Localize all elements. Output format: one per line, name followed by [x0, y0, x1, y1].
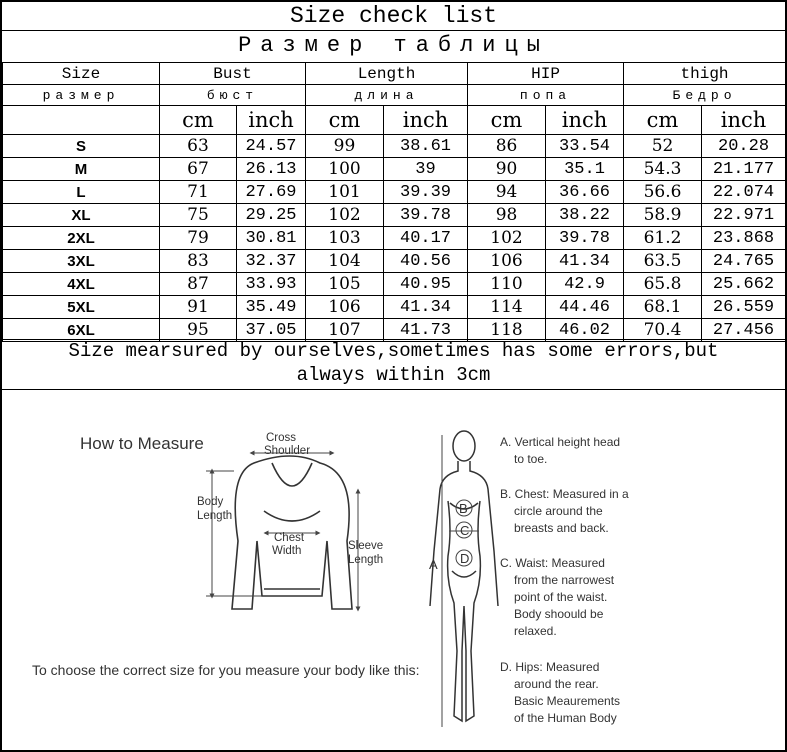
note-line-1: Size mearsured by ourselves,sometimes has some errors,but [68, 340, 719, 362]
value-cell: 35.1 [546, 158, 624, 181]
unit-cell: inch [384, 106, 468, 135]
unit-cell: cm [160, 106, 237, 135]
value-cell: 38.61 [384, 135, 468, 158]
size-rows [3, 135, 786, 342]
length-column-header: Length [306, 63, 468, 85]
value-cell: 106 [468, 250, 546, 273]
value-cell: 35.49 [237, 296, 306, 319]
value-cell: 58.9 [624, 204, 702, 227]
length-column-header-ru: длина [306, 85, 468, 106]
thigh-column-header-ru: Бедро [624, 85, 786, 106]
point-b-2: circle around the [514, 504, 603, 518]
value-cell: 29.25 [237, 204, 306, 227]
value-cell: 37.05 [237, 319, 306, 342]
hip-column-header: HIP [468, 63, 624, 85]
value-cell: 41.34 [384, 296, 468, 319]
size-table [2, 62, 786, 342]
value-cell: 26.13 [237, 158, 306, 181]
value-cell: 91 [160, 296, 237, 319]
unit-cell: inch [237, 106, 306, 135]
unit-cell: inch [546, 106, 624, 135]
value-cell: 32.37 [237, 250, 306, 273]
value-cell: 65.8 [624, 273, 702, 296]
value-cell: 101 [306, 181, 384, 204]
point-a-2: to toe. [514, 452, 548, 466]
value-cell: 90 [468, 158, 546, 181]
value-cell: 33.93 [237, 273, 306, 296]
value-cell: 98 [468, 204, 546, 227]
value-cell: 40.17 [384, 227, 468, 250]
table-row [3, 250, 786, 273]
sleeve-length-label-2: Length [348, 554, 384, 566]
size-column-header-ru: размер [3, 85, 160, 106]
table-row [3, 158, 786, 181]
unit-cell: cm [468, 106, 546, 135]
value-cell: 39 [384, 158, 468, 181]
value-cell: 39.39 [384, 181, 468, 204]
value-cell: 26.559 [702, 296, 786, 319]
how-to-measure-diagram [2, 391, 785, 750]
value-cell: 21.177 [702, 158, 786, 181]
size-cell: 4XL [3, 273, 160, 296]
chart-title: Size check list [289, 3, 498, 29]
value-cell: 40.95 [384, 273, 468, 296]
value-cell: 23.868 [702, 227, 786, 250]
unit-cell: cm [306, 106, 384, 135]
value-cell: 104 [306, 250, 384, 273]
body-figure-illustration [430, 431, 498, 721]
value-cell: 36.66 [546, 181, 624, 204]
value-cell: 114 [468, 296, 546, 319]
value-cell: 71 [160, 181, 237, 204]
point-c-3: point of the waist. [514, 590, 608, 604]
value-cell: 75 [160, 204, 237, 227]
size-cell: M [3, 158, 160, 181]
value-cell: 24.765 [702, 250, 786, 273]
note-line-2: always within 3cm [296, 364, 491, 386]
value-cell: 107 [306, 319, 384, 342]
value-cell: 99 [306, 135, 384, 158]
table-row [3, 135, 786, 158]
guide-heading: How to Measure [80, 434, 204, 453]
bust-column-header-ru: бюст [160, 85, 306, 106]
size-cell: 5XL [3, 296, 160, 319]
measurement-note [2, 339, 785, 389]
measure-points [500, 435, 629, 725]
value-cell: 25.662 [702, 273, 786, 296]
value-cell: 70.4 [624, 319, 702, 342]
bust-column-header: Bust [160, 63, 306, 85]
size-cell: L [3, 181, 160, 204]
point-b-3: breasts and back. [514, 521, 609, 535]
value-cell: 86 [468, 135, 546, 158]
value-cell: 61.2 [624, 227, 702, 250]
cross-shoulder-label-2: Shoulder [264, 445, 311, 457]
value-cell: 27.456 [702, 319, 786, 342]
point-d-3: Basic Meaurements [514, 694, 621, 708]
thigh-column-header: thigh [624, 63, 786, 85]
letter-c: C [460, 523, 470, 538]
unit-cell-blank [3, 106, 160, 135]
value-cell: 79 [160, 227, 237, 250]
sleeve-length-label-1: Sleeve [348, 540, 384, 552]
value-cell: 102 [306, 204, 384, 227]
value-cell: 22.971 [702, 204, 786, 227]
value-cell: 39.78 [546, 227, 624, 250]
value-cell: 63.5 [624, 250, 702, 273]
value-cell: 22.074 [702, 181, 786, 204]
unit-cell: inch [702, 106, 786, 135]
value-cell: 42.9 [546, 273, 624, 296]
value-cell: 54.3 [624, 158, 702, 181]
table-row [3, 273, 786, 296]
value-cell: 63 [160, 135, 237, 158]
value-cell: 33.54 [546, 135, 624, 158]
cross-shoulder-label-1: Cross [266, 432, 297, 444]
point-c-5: relaxed. [514, 624, 557, 638]
value-cell: 44.46 [546, 296, 624, 319]
size-cell: XL [3, 204, 160, 227]
point-d-1: D. Hips: Measured [500, 660, 600, 674]
value-cell: 106 [306, 296, 384, 319]
letter-b: B [459, 501, 468, 516]
size-cell: 3XL [3, 250, 160, 273]
value-cell: 30.81 [237, 227, 306, 250]
size-column-header: Size [3, 63, 160, 85]
measure-instruction: To choose the correct size for you measure your body like this: [32, 662, 420, 678]
body-length-label-2: Length [197, 510, 233, 522]
hip-column-header-ru: попа [468, 85, 624, 106]
value-cell: 105 [306, 273, 384, 296]
chest-width-label-2: Width [272, 545, 302, 557]
table-row [3, 296, 786, 319]
letter-d: D [460, 551, 470, 566]
point-d-2: around the rear. [514, 677, 599, 691]
value-cell: 46.02 [546, 319, 624, 342]
unit-cell: cm [624, 106, 702, 135]
table-row [3, 181, 786, 204]
value-cell: 40.56 [384, 250, 468, 273]
size-cell: 6XL [3, 319, 160, 342]
value-cell: 68.1 [624, 296, 702, 319]
point-a-1: A. Vertical height head [500, 435, 621, 449]
value-cell: 56.6 [624, 181, 702, 204]
value-cell: 83 [160, 250, 237, 273]
table-row [3, 227, 786, 250]
value-cell: 39.78 [384, 204, 468, 227]
divider [2, 389, 785, 390]
value-cell: 94 [468, 181, 546, 204]
value-cell: 41.34 [546, 250, 624, 273]
point-c-2: from the narrowest [514, 573, 615, 587]
point-b-1: B. Chest: Measured in a [500, 487, 629, 501]
value-cell: 103 [306, 227, 384, 250]
measure-lines [206, 453, 358, 609]
value-cell: 20.28 [702, 135, 786, 158]
size-cell: S [3, 135, 160, 158]
table-row [3, 204, 786, 227]
point-c-1: C. Waist: Measured [500, 556, 605, 570]
unit-row [3, 106, 786, 135]
value-cell: 87 [160, 273, 237, 296]
value-cell: 110 [468, 273, 546, 296]
value-cell: 24.57 [237, 135, 306, 158]
value-cell: 27.69 [237, 181, 306, 204]
header-row-russian [3, 85, 786, 106]
body-length-label-1: Body [197, 496, 224, 508]
value-cell: 38.22 [546, 204, 624, 227]
value-cell: 52 [624, 135, 702, 158]
value-cell: 95 [160, 319, 237, 342]
value-cell: 102 [468, 227, 546, 250]
header-row-english [3, 63, 786, 85]
value-cell: 67 [160, 158, 237, 181]
value-cell: 100 [306, 158, 384, 181]
size-cell: 2XL [3, 227, 160, 250]
value-cell: 41.73 [384, 319, 468, 342]
point-d-4: of the Human Body [514, 711, 617, 725]
letter-a: A [429, 557, 438, 572]
chart-subtitle: Размер таблицы [238, 33, 549, 58]
value-cell: 118 [468, 319, 546, 342]
point-c-4: Body shoould be [514, 607, 604, 621]
chest-width-label-1: Chest [274, 532, 305, 544]
